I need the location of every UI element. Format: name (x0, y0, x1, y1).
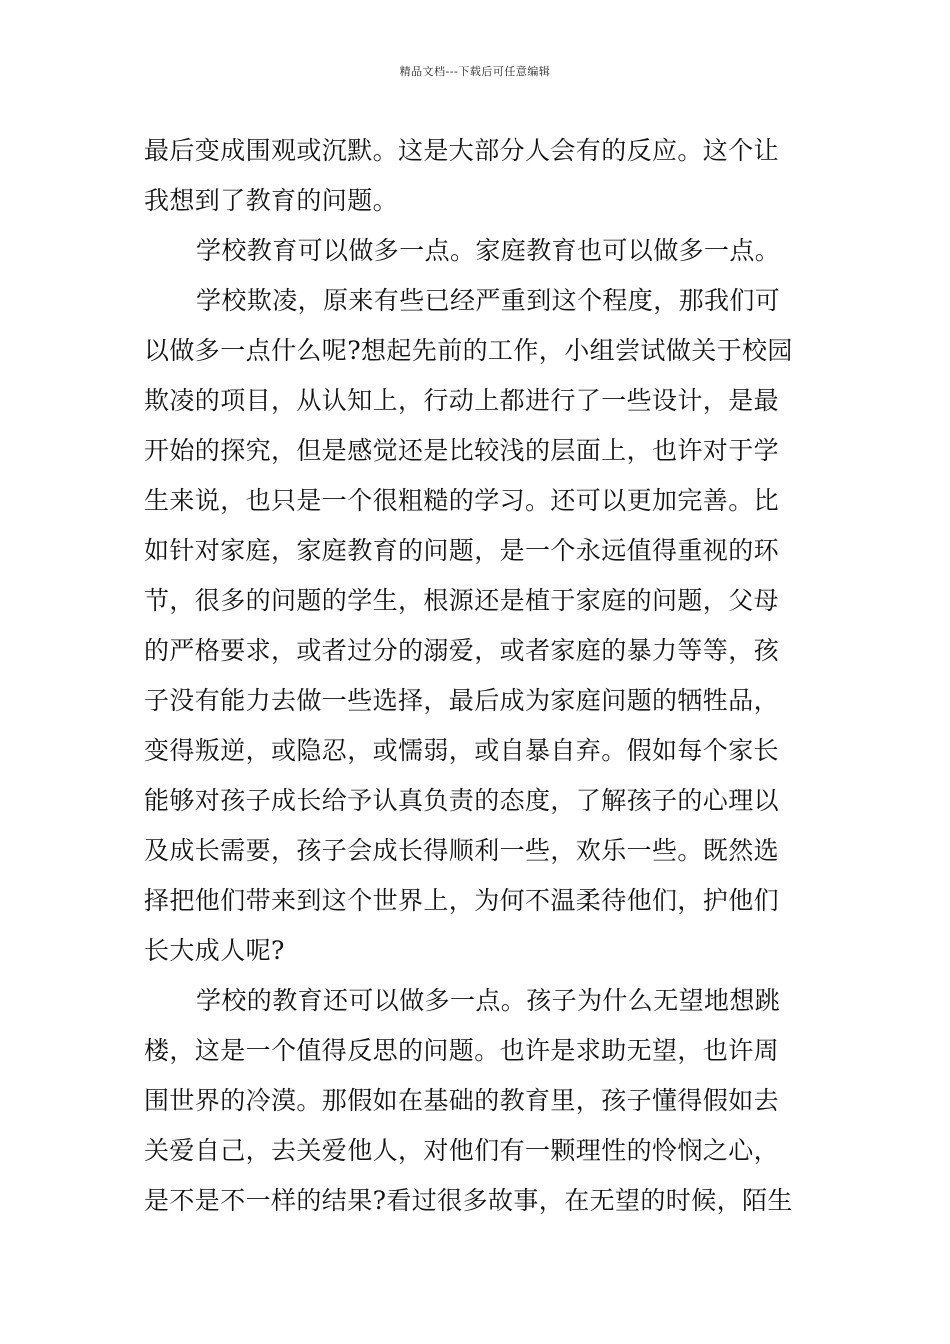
text-line: 的严格要求，或者过分的溺爱，或者家庭的暴力等等，孩 (144, 636, 780, 665)
text-line: 变得叛逆，或隐忍，或懦弱，或自暴自弃。假如每个家长 (144, 736, 780, 765)
text-line: 围世界的冷漠。那假如在基础的教育里，孩子懂得假如去 (144, 1086, 780, 1115)
text-line: 择把他们带来到这个世界上，为何不温柔待他们，护他们 (144, 886, 780, 915)
text-line: 楼，这是一个值得反思的问题。也许是求助无望，也许周 (144, 1036, 780, 1065)
text-line: 长大成人呢? (144, 936, 285, 965)
text-line: 生来说，也只是一个很粗糙的学习。还可以更加完善。比 (144, 486, 780, 515)
text-line: 以做多一点什么呢?想起先前的工作，小组尝试做关于校园 (144, 336, 793, 365)
text-line: 开始的探究，但是感觉还是比较浅的层面上，也许对于学 (144, 436, 780, 465)
text-line: 学校教育可以做多一点。家庭教育也可以做多一点。 (196, 236, 781, 265)
text-line: 欺凌的项目，从认知上，行动上都进行了一些设计，是最 (144, 386, 780, 415)
text-line: 最后变成围观或沉默。这是大部分人会有的反应。这个让 (144, 136, 780, 165)
text-line: 关爱自己，去关爱他人，对他们有一颗理性的怜悯之心， (144, 1136, 780, 1165)
document-body (144, 126, 814, 1226)
text-line: 是不是不一样的结果?看过很多故事，在无望的时候，陌生 (144, 1186, 793, 1215)
text-line: 子没有能力去做一些选择，最后成为家庭问题的牺牲品， (144, 686, 780, 715)
text-line: 学校欺凌，原来有些已经严重到这个程度，那我们可 (196, 286, 781, 315)
text-line: 我想到了教育的问题。 (144, 186, 399, 215)
text-line: 能够对孩子成长给予认真负责的态度，了解孩子的心理以 (144, 786, 780, 815)
text-line: 如针对家庭，家庭教育的问题，是一个永远值得重视的环 (144, 536, 780, 565)
text-line: 学校的教育还可以做多一点。孩子为什么无望地想跳 (196, 986, 781, 1015)
text-line: 及成长需要，孩子会成长得顺利一些，欢乐一些。既然选 (144, 836, 780, 865)
text-line: 节，很多的问题的学生，根源还是植于家庭的问题，父母 (144, 586, 780, 615)
page-header: 精品文档---下载后可任意编辑 (399, 65, 551, 78)
